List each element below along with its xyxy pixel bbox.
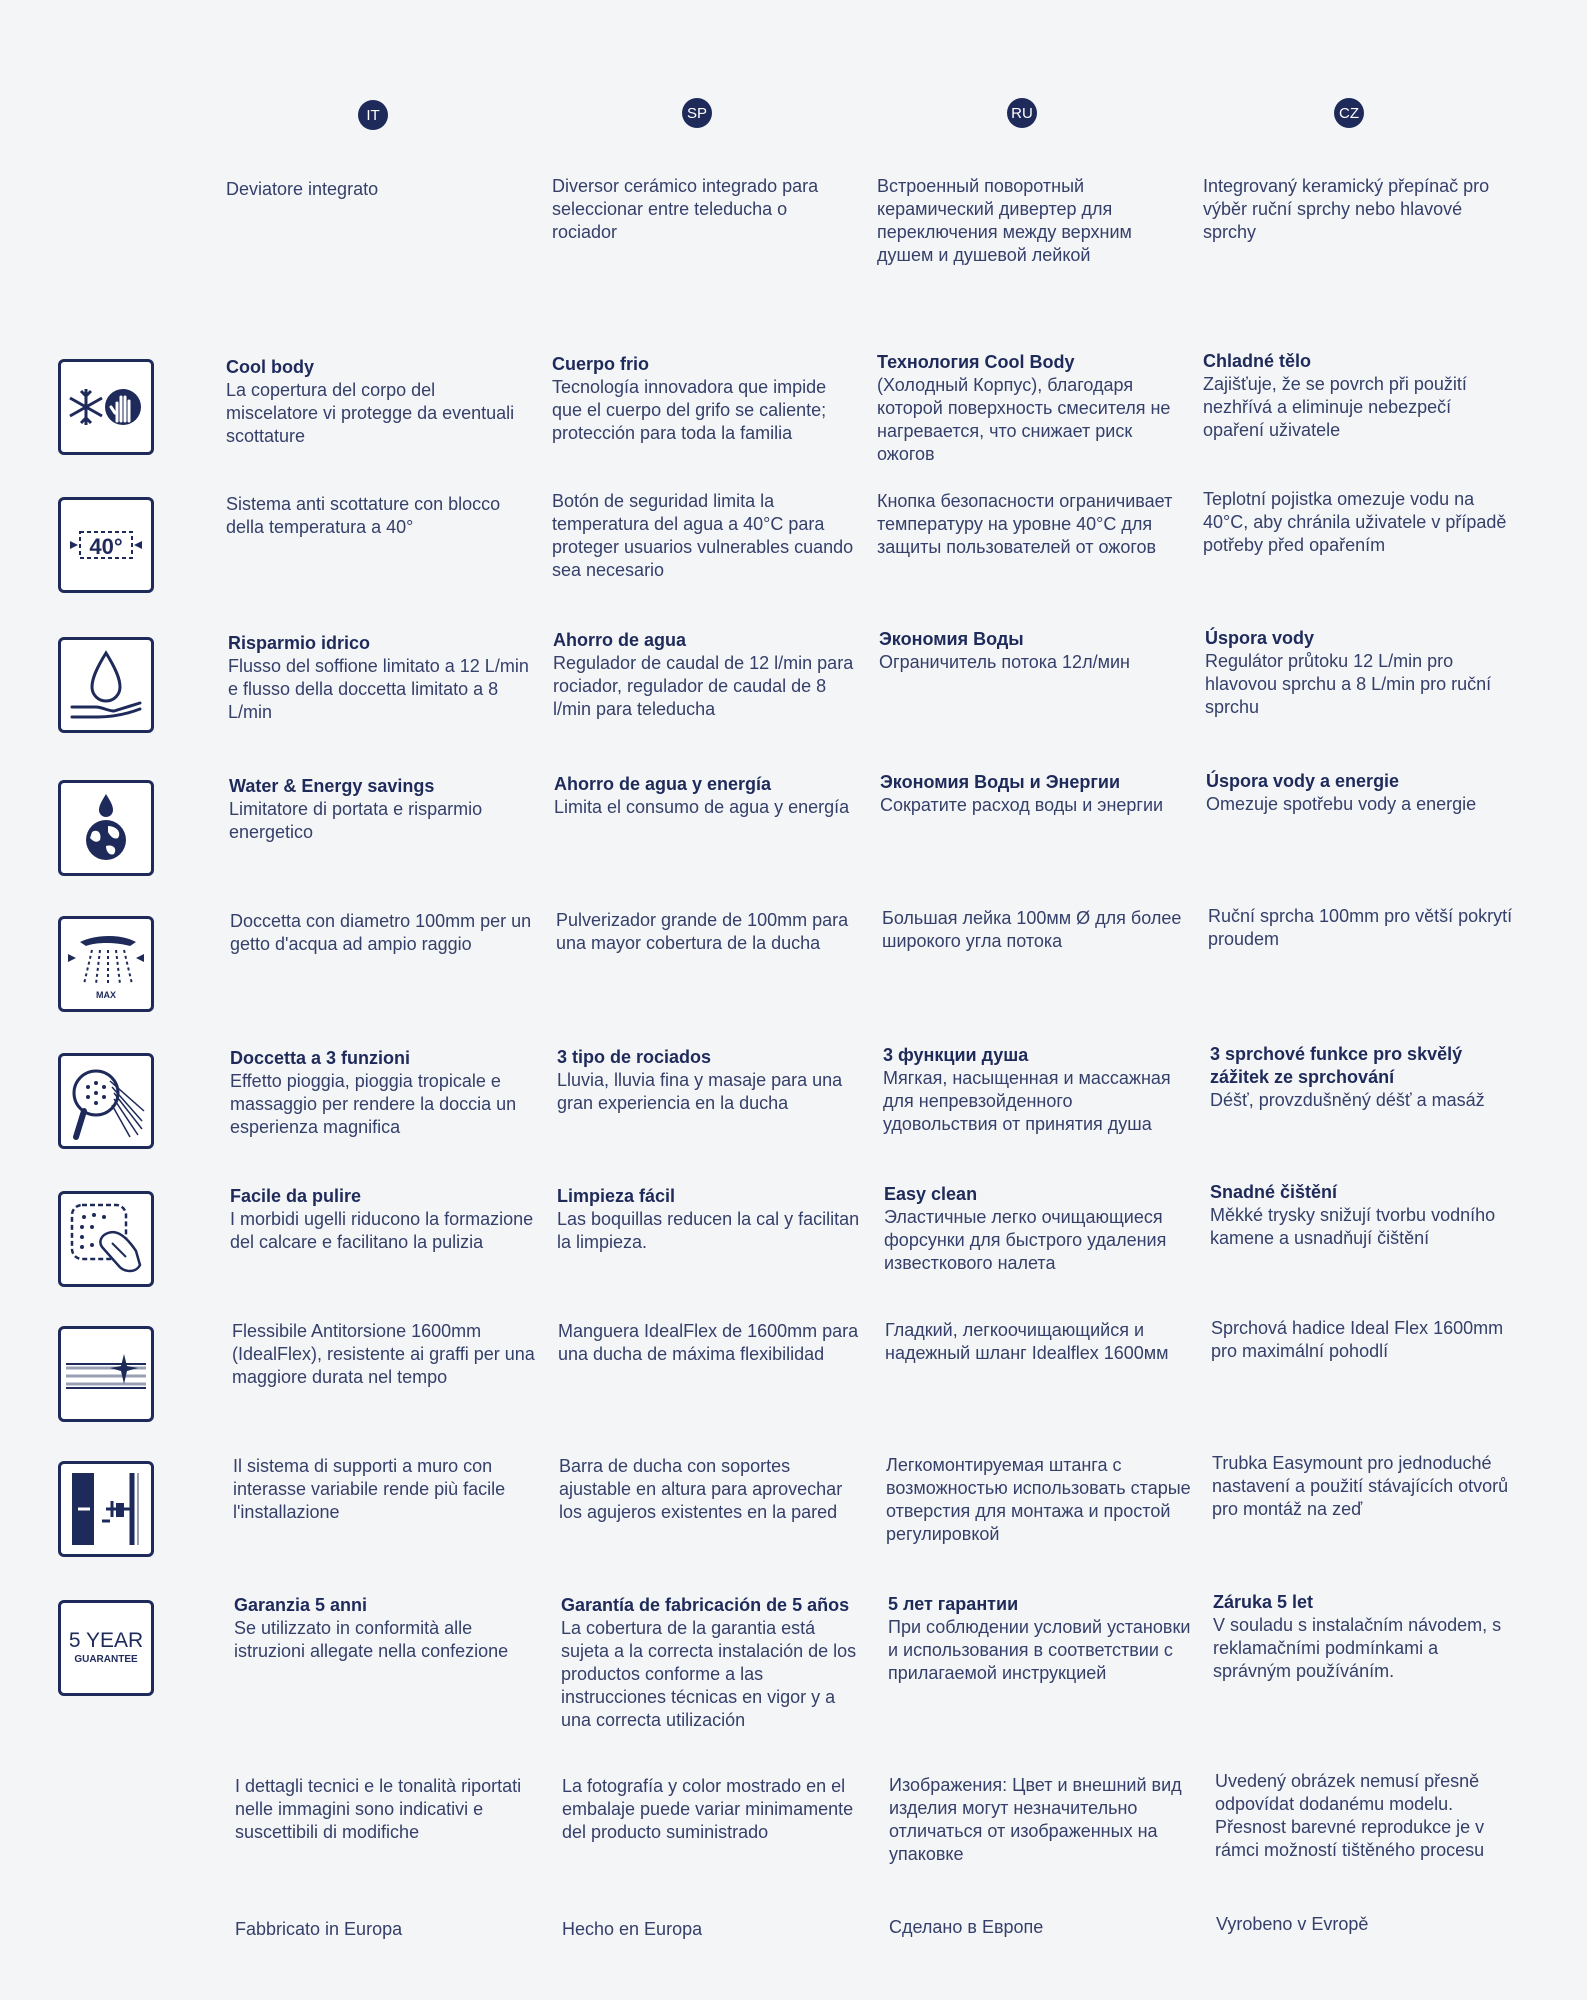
cell-body: Manguera IdealFlex de 1600mm para una ducha de máxima flexibilidad (558, 1321, 859, 1364)
cell-cz (1206, 770, 1511, 816)
cell-ru (886, 1454, 1191, 1546)
shower-max-icon (58, 916, 154, 1012)
cell-it (235, 1918, 540, 1941)
cell-sp (562, 1918, 867, 1941)
cell-body: Integrovaný keramický přepínač pro výběr ruční sprchy nebo hlavové sprchy (1203, 176, 1490, 242)
cell-title: Water & Energy savings (229, 776, 435, 796)
cell-title: 3 sprchové funkce pro skvělý zážitek ze sprchování (1210, 1044, 1463, 1087)
cell-body: Flessibile Antitorsione 1600mm (IdealFlex), resistente ai graffi per una maggiore durata nel tempo (232, 1321, 535, 1387)
cell-sp (552, 353, 857, 445)
cell-title: 3 tipo de rociados (557, 1047, 712, 1067)
cell-it (230, 1185, 535, 1254)
cell-body: Déšť, provzdušněný déšť a masáž (1210, 1090, 1485, 1110)
cell-title: Chladné tělo (1203, 351, 1312, 371)
cell-body: Il sistema di supporti a muro con interasse variabile rende più facile l'installazione (233, 1456, 506, 1522)
cell-title: Snadné čištění (1210, 1182, 1338, 1202)
cell-title: Экономия Воды (879, 629, 1024, 649)
cell-sp (552, 175, 857, 244)
cell-body: Изображения: Цвет и внешний вид изделия могут незначительно отличаться от изображенных на упаковке (889, 1775, 1182, 1864)
cell-sp (558, 1320, 863, 1366)
guarantee-label: GUARANTEE (74, 1654, 138, 1665)
cell-cz (1213, 1591, 1518, 1683)
cell-title: Экономия Воды и Энергии (880, 772, 1121, 792)
cell-cz (1216, 1913, 1521, 1936)
cell-body: Deviatore integrato (226, 179, 379, 199)
cell-title: 3 функции душа (883, 1045, 1029, 1065)
cell-body: Botón de seguridad limita la temperatura del agua a 40°C para proteger usuarios vulnerables cuando sea necesario (552, 491, 854, 580)
cell-title: Záruka 5 let (1213, 1592, 1314, 1612)
cell-ru (882, 907, 1187, 953)
cell-body: I morbidi ugelli riducono la formazione del calcare e facilitano la pulizia (230, 1209, 534, 1252)
cell-body: Большая лейка 100мм Ø для более широкого угла потока (882, 908, 1182, 951)
cell-it (234, 1594, 539, 1663)
cell-body: La copertura del corpo del miscelatore vi protegge da eventuali scottature (226, 380, 515, 446)
lang-badge-ru: RU (1007, 98, 1037, 128)
cell-ru (879, 628, 1184, 674)
cell-sp (553, 629, 858, 721)
water-drop-hand-icon (58, 637, 154, 733)
cell-body: (Холодный Корпус), благодаря которой поверхность смесителя не нагревается, что снижает риск ожогов (877, 375, 1171, 464)
cell-cz (1215, 1770, 1520, 1862)
guarantee-icon (58, 1600, 154, 1696)
lang-badge-sp: SP (682, 98, 712, 128)
cell-sp (557, 1185, 862, 1254)
cell-body: V souladu s instalačním návodem, s reklamačními podmínkami a správným používáním. (1213, 1615, 1502, 1681)
temperature-40-icon (58, 497, 154, 593)
cell-body: Гладкий, легкоочищающийся и надежный шланг Idealflex 1600мм (885, 1320, 1169, 1363)
lang-badge-cz: CZ (1334, 98, 1364, 128)
cell-body: Barra de ducha con soportes ajustable en altura para aprovechar los agujeros existentes en la pared (559, 1456, 843, 1522)
cell-sp (554, 773, 859, 819)
cell-body: Мягкая, насыщенная и массажная для непревзойденного удовольствия от принятия душа (883, 1068, 1171, 1134)
cell-body: Effetto pioggia, pioggia tropicale e massaggio per rendere la doccia un esperienza magnifica (230, 1071, 517, 1137)
cell-cz (1210, 1181, 1515, 1250)
cell-body: Легкомонтируемая штанга с возможностью использовать старые отверстия для монтажа и простой регулировкой (886, 1455, 1191, 1544)
cell-body: Trubka Easymount pro jednoduché nastavení a použití stávajících otvorů pro montáž na zeď (1212, 1453, 1509, 1519)
cell-body: Limitatore di portata e risparmio energetico (229, 799, 483, 842)
cell-title: Ahorro de agua y energía (554, 774, 772, 794)
cell-body: Ограничитель потока 12л/мин (879, 652, 1130, 672)
cell-body: Regulador de caudal de 12 l/min para rociador, regulador de caudal de 8 l/min para teleducha (553, 653, 854, 719)
cell-body: Vyrobeno v Evropě (1216, 1914, 1369, 1934)
cell-title: 5 лет гарантии (888, 1594, 1019, 1614)
cell-it (226, 356, 531, 448)
cell-body: La fotografía y color mostrado en el embalaje puede variar minimamente del producto suministrado (562, 1776, 854, 1842)
cell-body: Сделано в Европе (889, 1917, 1044, 1937)
cell-cz (1208, 905, 1513, 951)
cell-ru (889, 1916, 1194, 1939)
cell-body: Сократите расход воды и энергии (880, 795, 1164, 815)
wall-mount-icon (58, 1461, 154, 1557)
cell-body: Tecnología innovadora que impide que el cuerpo del grifo se caliente; protección para toda la familia (552, 377, 827, 443)
cell-ru (884, 1183, 1189, 1275)
cell-it (230, 1047, 535, 1139)
globe-drop-icon (58, 780, 154, 876)
cell-it (229, 775, 534, 844)
easy-clean-icon (58, 1191, 154, 1287)
cell-body: Las boquillas reducen la cal y facilitan la limpieza. (557, 1209, 860, 1252)
cell-sp (561, 1594, 866, 1732)
temperature-label: 40° (89, 534, 123, 559)
cell-ru (889, 1774, 1194, 1866)
cell-ru (885, 1319, 1190, 1365)
cell-body: Встроенный поворотный керамический дивертер для переключения между верхним душем и душевой лейкой (877, 176, 1132, 265)
cell-cz (1211, 1317, 1516, 1363)
cell-body: Flusso del soffione limitato a 12 L/min e flusso della doccetta limitato a 8 L/min (228, 656, 529, 722)
cell-it (235, 1775, 540, 1844)
hose-star-icon (58, 1326, 154, 1422)
cell-title: Limpieza fácil (557, 1186, 676, 1206)
cell-body: Кнопка безопасности ограничивает температуру на уровне 40°C для защиты пользователей от ожогов (877, 491, 1173, 557)
cell-it (232, 1320, 537, 1389)
cell-cz (1203, 175, 1508, 244)
cell-ru (880, 771, 1185, 817)
cell-sp (557, 1046, 862, 1115)
cell-body: Měkké trysky snižují tvorbu vodního kamene a usnadňují čištění (1210, 1205, 1496, 1248)
cell-sp (552, 490, 857, 582)
cell-ru (888, 1593, 1193, 1685)
cell-title: Facile da pulire (230, 1186, 362, 1206)
cell-title: Cuerpo frio (552, 354, 649, 374)
cell-it (233, 1455, 538, 1524)
cell-body: Эластичные легко очищающиеся форсунки для быстрого удаления известкового налета (884, 1207, 1167, 1273)
guarantee-years-label: 5 YEAR (68, 1629, 144, 1652)
max-label: MAX (96, 990, 116, 1000)
cell-title: Garanzia 5 anni (234, 1595, 368, 1615)
cell-it (226, 178, 531, 201)
cell-cz (1203, 350, 1508, 442)
cell-title: Easy clean (884, 1184, 978, 1204)
cell-body: Diversor cerámico integrado para seleccionar entre teleducha o rociador (552, 176, 819, 242)
hand-shower-icon (58, 1053, 154, 1149)
cell-body: Pulverizador grande de 100mm para una mayor cobertura de la ducha (556, 910, 849, 953)
cell-body: Limita el consumo de agua y energía (554, 797, 850, 817)
cell-body: Doccetta con diametro 100mm per un getto d'acqua ad ampio raggio (230, 911, 532, 954)
cell-body: Zajišťuje, že se povrch při použití nezhřívá a eliminuje nebezpečí opaření uživatele (1203, 374, 1467, 440)
cell-body: Ruční sprcha 100mm pro větší pokrytí proudem (1208, 906, 1513, 949)
cell-body: Se utilizzato in conformità alle istruzioni allegate nella confezione (234, 1618, 509, 1661)
cell-body: Sistema anti scottature con blocco della temperatura a 40° (226, 494, 501, 537)
cell-body: Teplotní pojistka omezuje vodu na 40°C, aby chránila uživatele v případě potřeby před opařením (1203, 489, 1507, 555)
cell-body: Hecho en Europa (562, 1919, 703, 1939)
cell-title: Garantía de fabricación de 5 años (561, 1595, 850, 1615)
cell-cz (1210, 1043, 1515, 1112)
cell-title: Risparmio idrico (228, 633, 371, 653)
cell-body: I dettagli tecnici e le tonalità riportati nelle immagini sono indicativi e suscettibili di modifiche (235, 1776, 522, 1842)
cell-title: Úspora vody a energie (1206, 771, 1400, 791)
cell-body: Regulátor průtoku 12 L/min pro hlavovou sprchu a 8 L/min pro ruční sprchu (1205, 651, 1492, 717)
cell-cz (1203, 488, 1508, 557)
cell-title: Cool body (226, 357, 314, 377)
cell-body: Uvedený obrázek nemusí přesně odpovídat dodanému modelu. Přesnost barevné reprodukce je v rámci možností tištěného procesu (1215, 1771, 1485, 1860)
cell-title: Ahorro de agua (553, 630, 687, 650)
cell-body: La cobertura de la garantia está sujeta a la correcta instalación de los productos conforme a las instrucciones técnicas en vigor y a una correcta utilización (561, 1618, 857, 1730)
cell-sp (556, 909, 861, 955)
cell-cz (1212, 1452, 1517, 1521)
cell-ru (877, 175, 1182, 267)
cell-cz (1205, 627, 1510, 719)
snowflake-hand-icon (58, 359, 154, 455)
cell-body: При соблюдении условий установки и использования в соответствии с прилагаемой инструкцией (888, 1617, 1191, 1683)
cell-body: Fabbricato in Europa (235, 1919, 403, 1939)
cell-body: Lluvia, lluvia fina y masaje para una gran experiencia en la ducha (557, 1070, 843, 1113)
cell-ru (883, 1044, 1188, 1136)
cell-title: Doccetta a 3 funzioni (230, 1048, 411, 1068)
cell-it (230, 910, 535, 956)
cell-title: Технология Cool Body (877, 352, 1075, 372)
cell-title: Úspora vody (1205, 628, 1315, 648)
cell-sp (559, 1455, 864, 1524)
cell-ru (877, 351, 1182, 466)
cell-sp (562, 1775, 867, 1844)
cell-body: Sprchová hadice Ideal Flex 1600mm pro maximální pohodlí (1211, 1318, 1504, 1361)
cell-it (226, 493, 531, 539)
cell-it (228, 632, 533, 724)
lang-badge-it: IT (358, 100, 388, 130)
cell-body: Omezuje spotřebu vody a energie (1206, 794, 1477, 814)
cell-ru (877, 490, 1182, 559)
